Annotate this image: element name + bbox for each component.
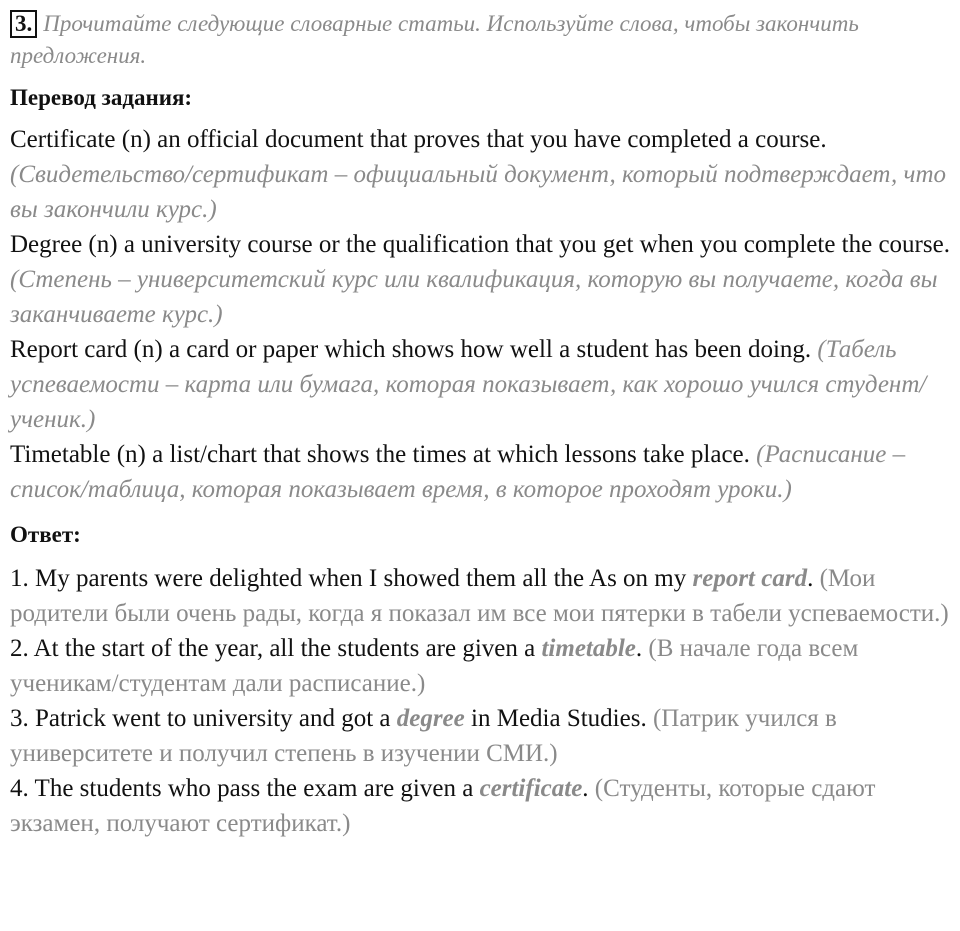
entry-russian: (Табель успеваемости – карта или бумага, которая показывает, как хорошо учился студент/ученик.) [10,336,927,433]
answer-item [10,771,950,841]
answer-text-before: 3. Patrick went to university and got a [10,705,397,732]
answer-russian: (В начале года всем ученикам/студентам дали расписание.) [10,635,859,697]
answer-heading: Ответ: [10,522,81,547]
answer-key-word: report card [692,565,808,592]
answer-text-before: 2. At the start of the year, all the students are given a [10,635,542,662]
task-number-box: 3. [10,10,37,38]
entry-english: Certificate (n) an official document that proves that you have completed a course. [10,126,827,153]
dictionary-entry [10,437,950,507]
answer-text-after: . [635,635,643,662]
dictionary-entry [10,227,950,332]
answer-item [10,631,950,701]
answer-key-word: timetable [541,635,636,662]
dictionary-entry [10,332,950,437]
answer-key-word: certificate [479,775,583,802]
entry-russian: (Степень – университетский курс или квалификация, которую вы получаете, когда вы заканчиваете курс.) [10,266,938,328]
entry-english: Report card (n) a card or paper which shows how well a student has been doing. [10,336,812,363]
answer-text-after: . [582,775,589,802]
answer-text-after: . [807,565,814,592]
task-instruction-line [10,8,950,72]
answer-russian: (Студенты, которые сдают экзамен, получают сертификат.) [10,775,876,837]
answer-russian: (Мои родители были очень рады, когда я показал им все мои пятерки в табели успеваемости.) [10,565,949,627]
entry-russian: (Свидетельство/сертификат – официальный документ, который подтверждает, что вы закончили курс.) [10,161,947,223]
answer-text-before: 1. My parents were delighted when I showed them all the As on my [10,565,693,592]
answer-text-before: 4. The students who pass the exam are given a [10,775,480,802]
answer-item [10,701,950,771]
answer-item [10,561,950,631]
answer-russian: (Патрик учился в университете и получил степень в изучении СМИ.) [10,705,837,767]
entry-english: Timetable (n) a list/chart that shows the times at which lessons take place. [10,441,750,468]
answer-text-after: in Media Studies. [464,705,647,732]
entry-russian: (Расписание – список/таблица, которая показывает время, в которое проходят уроки.) [10,441,906,503]
task-instruction: Прочитайте следующие словарные статьи. Используйте слова, чтобы закончить предложения. [10,11,859,68]
answer-key-word: degree [396,705,465,732]
dictionary-entry [10,122,950,227]
entry-english: Degree (n) a university course or the qualification that you get when you complete the course. [10,231,950,258]
translation-heading: Перевод задания: [10,85,193,110]
